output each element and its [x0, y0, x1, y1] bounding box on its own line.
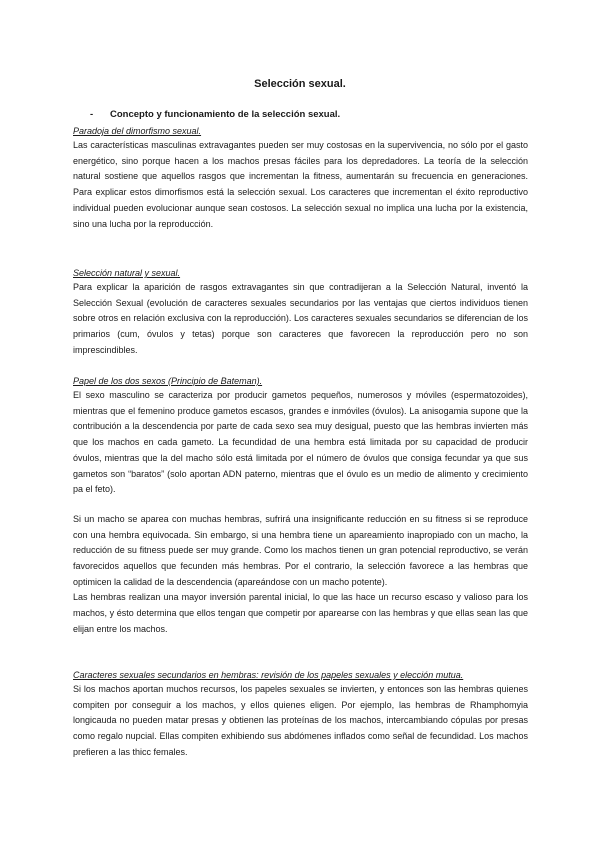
section-heading: Papel de los dos sexos (Principio de Bateman).: [73, 376, 263, 386]
bullet-text: Concepto y funcionamiento de la selección sexual.: [110, 109, 341, 120]
section-dimorfismo: [73, 124, 528, 232]
paragraph: El sexo masculino se caracteriza por producir gametos pequeños, numerosos y móviles (espermatozoides), mientras que el femenino produce gametos escasos, grandes e inmóviles (óvulos). La anisogamia supone que la contribución a la descendencia por parte de cada sexo sea muy desigual, puesto que las hembras invierten más que los machos en cada gameto. La fecundidad de una hembra está limitada por su capacidad de producir óvulos, mientras que la del macho sólo está limitada por el número de óvulos que consiga fecundar ya que sus gametos son “baratos” (solo aportan ADN paterno, mientras que el óvulo es un medio de alimento y crecimiento pa el feto).: [73, 390, 528, 495]
section-caracteres-hembras: [73, 668, 528, 761]
topic-bullet: [90, 109, 340, 120]
paragraph: Si un macho se aparea con muchas hembras, sufrirá una insignificante reducción en su fitness si se reproduce con una hembra equivocada. Sin embargo, si una hembra tiene un apareamiento inapropiado con un macho, la reducción de su fitness puede ser muy grande. Como los machos tienen un gran potencial reproductivo, se verán favorecidos aquellos que fecunden más hembras. Por el contrario, la selección favorece a las hembras que optimicen la calidad de la descendencia (apareándose con un macho potente).: [73, 513, 528, 587]
paragraph: Para explicar la aparición de rasgos extravagantes sin que contradijeran a la Selección Natural, inventó la Selección Sexual (evolución de caracteres sexuales secundarios por las ventajas que ciertos individuos tienen sobre otros en relación exclusiva con la reproducción). Los caracteres sexuales secundarios se diferencian de los primarios (cum, óvulos y tetas) porque son caracteres que favorecen la reproducción pero no son imprescindibles.: [73, 282, 528, 355]
bullet-dash: -: [90, 109, 94, 120]
section-papel-sexos: [73, 374, 528, 638]
section-heading: Caracteres sexuales secundarios en hembras: revisión de los papeles sexuales y elección mutua.: [73, 670, 464, 680]
section-heading: Paradoja del dimorfismo sexual.: [73, 126, 202, 136]
paragraph: Si los machos aportan muchos recursos, los papeles sexuales se invierten, y entonces son las hembras quienes compiten por conseguir a los machos, y ellos quienes eligen. Por ejemplo, las hembras de Rhamphomyia longicauda no pueden matar presas y obtienen las proteínas de los machos, intercambiando cópulas por presas como regalo nupcial. Ellas compiten exhibiendo sus abdómenes inflados como señal de fecundidad. Los machos prefieren a las thicc females.: [73, 684, 528, 757]
section-heading: Selección natural y sexual.: [73, 268, 181, 278]
paragraph: Las hembras realizan una mayor inversión parental inicial, lo que las hace un recurso escaso y valioso para los machos, y ésto determina que ellos tengan que competir por aparearse con las hembras y que ellas sean las que elijan entre los machos.: [73, 592, 528, 634]
paragraph: Las características masculinas extravagantes pueden ser muy costosas en la supervivencia, no sólo por el gasto energético, sino porque hacen a los machos presas fáciles para los depredadores. La teoría de la selección natural sostiene que aquellos rasgos que incrementan la fitness, aumentarán su frecuencia en generaciones. Para explicar estos dimorfismos está la selección sexual. Los caracteres que incrementan el éxito reproductivo individual pueden evolucionar aunque sean costosos. La selección sexual no implica una lucha por la existencia, sino una lucha por la reproducción.: [73, 140, 528, 229]
document-title: Selección sexual.: [254, 78, 346, 90]
section-seleccion-natural-sexual: [73, 266, 528, 359]
